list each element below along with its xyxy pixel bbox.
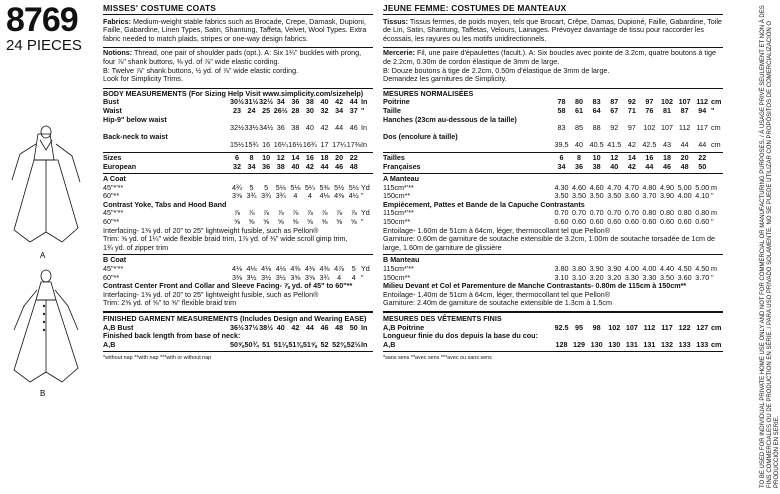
figure-a-coat	[12, 126, 80, 242]
coat-b-heading: B Coat	[103, 255, 127, 265]
hip-label: Hip-9" below waist	[103, 114, 167, 124]
figure-a-label: A	[40, 251, 46, 260]
figure-b-coat	[14, 270, 78, 382]
english-column	[103, 4, 373, 363]
bust-row: Bust 30½ 31½ 32½ 34 36 38 40 42 44 In	[103, 97, 368, 107]
manteau-a-heading: A Manteau	[383, 174, 420, 184]
b-entoilage: Entoilage- 1.40m de 51cm à 64cm, léger, thermocollant tel que Pellon®	[383, 289, 611, 299]
fin-title-fr: MESURES DES VÊTEMENTS FINIS	[383, 314, 502, 323]
european-row: European 32 34 36 38 40 42 44 46 48	[103, 161, 358, 171]
fin-long-label: Longueur finie du dos depuis la base du cou:	[383, 331, 538, 341]
divider	[383, 152, 723, 153]
notions-text: Thread, one pair of shoulder pads (opt.). A: Six 1¼" buckles with prong, four ⅞" shank buttons, ⅜ yd. of ⅞" wide elastic cording.	[103, 48, 362, 66]
tissus-fr	[383, 18, 723, 44]
a-trim: Trim: ⅝ yd. of 1¼" wide flexible braid trim, 1⅞ yd. of ⅜" wide scroll gimp trim,	[103, 234, 348, 244]
dos-label: Dos (encolure à taille)	[383, 131, 458, 141]
contrast-yoke-heading: Contrast Yoke, Tabs and Hood Band	[103, 199, 227, 209]
left-strip	[0, 0, 92, 494]
mercerie-label: Mercerie:	[383, 48, 415, 58]
divider	[383, 254, 723, 255]
a-garniture: Garniture: 0.60m de garniture de soutache extensible de 3.2cm, 1.00m de soutache torsadée de 1cm de large, 1.60m de garniture de glissière	[383, 234, 716, 252]
footnote-en: *without nap **with nap ***with or without nap	[103, 355, 212, 362]
hanches-row: 83 85 88 92 97 102 107 112 117 cm	[557, 123, 721, 133]
divider	[383, 311, 723, 313]
mercerie-look: Demandez les garnitures de Simplicity.	[383, 74, 507, 84]
fa-115-row: 115cm*'** 4.30 4.60 4.60 4.70 4.70 4.80 4.90 5.00 5.00 m	[383, 182, 717, 192]
notions-b: B: Twelve ⅞" shank buttons, ½ yd. of ⅞" wide elastic cording.	[103, 65, 299, 75]
mesures-title: MESURES NORMALISÉES	[383, 88, 474, 98]
fb-115-row: 115cm*'** 3.80 3.80 3.90 3.90 4.00 4.00 4.40 4.50 4.50 m	[383, 264, 717, 274]
b-trim: Trim: 2⅝ yd. of ⅝" to ⅝" flexible braid trim	[103, 298, 237, 308]
francaises-row: Françaises 34 36 38 40 42 44 46 48 50	[383, 161, 707, 171]
waist-row: Waist 23 24 25 26½ 28 30 32 34 37 "	[103, 105, 365, 115]
divider	[383, 351, 723, 352]
fabrics-label: Fabrics:	[103, 16, 131, 26]
tissus-text: Tissus fermes, de poids moyen, tels que Brocart, Crêpe, Damas, Dupioné, Faille, Gabardine, Toile de Lin, Satin, Shantung, Taffetas, Velours, Lainages. Prévoyez davantage de tissu pour raccorder les écossais, les rayures ou les motifs unidirectionnels.	[383, 16, 722, 43]
poitrine-row: Poitrine 78 80 83 87 92 97 102 107 112 cm	[383, 97, 722, 107]
hanches-label: Hanches (23cm au-dessous de la taille)	[383, 114, 517, 124]
dos-row: 39.5 40 40.5 41.5 42 42.5 43 44 44 cm	[554, 140, 721, 150]
a-60-row: 60"** 3⅝ 3¾ 3¾ 3¾ 4 4 4⅛ 4⅜ 4½ "	[103, 191, 364, 201]
pattern-pieces: 24 PIECES	[6, 37, 82, 54]
cy-45-row: 45"*'** ⅞ ⅞ ⅞ ⅞ ⅞ ⅞ ⅞ ⅞ ⅞ Yd	[103, 208, 370, 218]
divider	[103, 173, 373, 174]
french-column	[383, 4, 723, 363]
body-measurements-title: BODY MEASUREMENTS (For Sizing Help Visit www.simplicity.com/sizehelp)	[103, 88, 364, 98]
notions-look: Look for Simplicity Trims.	[103, 74, 183, 84]
side-notice-text: TO BE USED FOR INDIVIDUAL PRIVATE HOME USE ONLY AND NOT FOR COMMERCIAL OR MANUFACTURING PURPOSES. / À USAGE PRIVÉ SEULEMENT ET NON À DES FINS COMMERCIALES OU DE PRODUCTION EN SÉRIE. / PARA USO PRIVADO SOLAMENTE. NO SE PUEDE UTILIZAR CON PROPÓSITOS DE COMERCIALIZACIÓN O PRODUCCIÓN EN SERIE.	[760, 5, 780, 488]
b-interfacing: Interfacing- 1⅜ yd. of 20" to 25" lightweight fusible, such as Pellon®	[103, 289, 319, 299]
back-row: 15½ 15¾ 16 16¼ 16½ 16¾ 17 17¼ 17⅜ In	[229, 140, 367, 150]
b-45-row: 45"*'** 4⅛ 4⅛ 4⅛ 4⅛ 4⅜ 4⅜ 4⅜ 4⅞ 5 Yd	[103, 264, 370, 274]
finished-title: FINISHED GARMENT MEASUREMENTS (Includes Design and Wearing EASE)	[103, 314, 367, 323]
a-entoilage: Entoilage- 1.60m de 51cm à 64cm, léger, thermocollant tel que Pellon®	[383, 225, 611, 235]
fin-bust-row: A,B Bust 36½ 37½ 38½ 40 42 44 46 48 50 In	[103, 322, 368, 332]
milieu-heading: Milieu Devant et Col et Parementure de Manche Contrastants- 0.80m de 115cm à 150cm**	[383, 281, 687, 291]
figure-b-label: B	[40, 389, 46, 398]
b-60-row: 60"** 3⅜ 3½ 3½ 3½ 3⅝ 3⅝ 3¾ 4 4 "	[103, 272, 364, 282]
divider	[103, 311, 373, 313]
mercerie-fr	[383, 49, 723, 83]
emp-heading: Empiècement, Pattes et Bande de la Capuche Contrastants	[383, 199, 585, 209]
title-fr: JEUNE FEMME: COSTUMES DE MANTEAUX	[383, 4, 723, 15]
footnote-fr: *sans sens **avec sens ***avec ou sans sens	[383, 355, 492, 362]
pattern-number: 8769	[6, 1, 78, 39]
fabrics-text: Medium-weight stable fabrics such as Brocade, Crepe, Damask, Dupioni, Faille, Gabardine, Linen Types, Satin, Shantung, Taffeta, Velvet, Wool Types. Extra fabric needed to match plaids, stripes or one-way design fabrics.	[103, 16, 367, 43]
back-label: Back-neck to waist	[103, 131, 168, 141]
notions-label: Notions:	[103, 48, 133, 58]
fb-150-row: 150cm** 3.10 3.10 3.20 3.20 3.30 3.30 3.50 3.60 3.70 "	[383, 272, 714, 282]
mercerie-b: B: Douze boutons à tige de 2.2cm, 0.50m d'élastique de 3mm de large.	[383, 65, 610, 75]
emp-150-row: 150cm** 0.60 0.60 0.60 0.60 0.60 0.60 0.60 0.60 0.60 "	[383, 217, 714, 227]
fin-back-row: A,B 50⅝ 50¾ 51 51⅛ 51⅜ 51⅝ 52 52⅜ 52½ In	[103, 339, 368, 349]
fin-long-row: A,B 128 129 130 130 131 131 132 133 133 cm	[383, 339, 722, 349]
tissus-label: Tissus:	[383, 16, 409, 26]
fin-poitrine-row: A,B Poitrine 92.5 95 98 102 107 112 117 122 127 cm	[383, 322, 722, 332]
mercerie-text: Fil, une paire d'épaulettes (facult.). A: Six boucles avec pointe de 3.2cm, quatre boutons à tige de 2.2cm, 0.30m de cordon élastique de 3mm de large.	[383, 48, 717, 66]
side-notice	[736, 0, 780, 494]
cy-60-row: 60"** ⅝ ⅝ ⅝ ⅝ ⅝ ⅝ ⅝ ⅝ ⅝ "	[103, 217, 364, 227]
divider	[383, 173, 723, 174]
hip-row: 32½ 33½ 34½ 36 38 40 42 44 46 In	[229, 123, 367, 133]
tailles-row: Tailles 6 8 10 12 14 16 18 20 22	[383, 152, 707, 162]
divider	[103, 351, 373, 352]
fa-150-row: 150cm** 3.50 3.50 3.50 3.50 3.60 3.70 3.90 4.00 4.10 "	[383, 191, 714, 201]
emp-115-row: 115cm*'** 0.70 0.70 0.70 0.70 0.70 0.80 0.80 0.80 0.80 m	[383, 208, 717, 218]
title-en: MISSES' COSTUME COATS	[103, 4, 373, 15]
a-interfacing: Interfacing- 1⅜ yd. of 20" to 25" lightweight fusible, such as Pellon®	[103, 225, 319, 235]
b-garniture: Garniture: 2.40m de garniture de soutache extensible de 1.3cm à 1.5cm	[383, 298, 612, 308]
fabrics-en	[103, 18, 373, 44]
sizes-row: Sizes 6 8 10 12 14 16 18 20 22	[103, 152, 358, 162]
figure-sketches	[0, 120, 92, 400]
a-trim-2: 1¾ yd. of zipper trim	[103, 242, 169, 252]
divider	[103, 254, 373, 255]
taille-row: Taille 58 61 64 67 71 76 81 87 94 "	[383, 105, 715, 115]
coat-a-heading: A Coat	[103, 174, 126, 184]
a-45-row: 45"*'** 4¾ 5 5 5⅛ 5⅛ 5¼ 5⅜ 5½ 5½ Yd	[103, 182, 370, 192]
manteau-b-heading: B Manteau	[383, 255, 420, 265]
contrast-front: Contrast Center Front and Collar and Sleeve Facing- ⅞ yd. of 45" to 60"**	[103, 281, 353, 291]
notions-en	[103, 49, 373, 83]
fin-back-label: Finished back length from base of neck:	[103, 331, 241, 341]
